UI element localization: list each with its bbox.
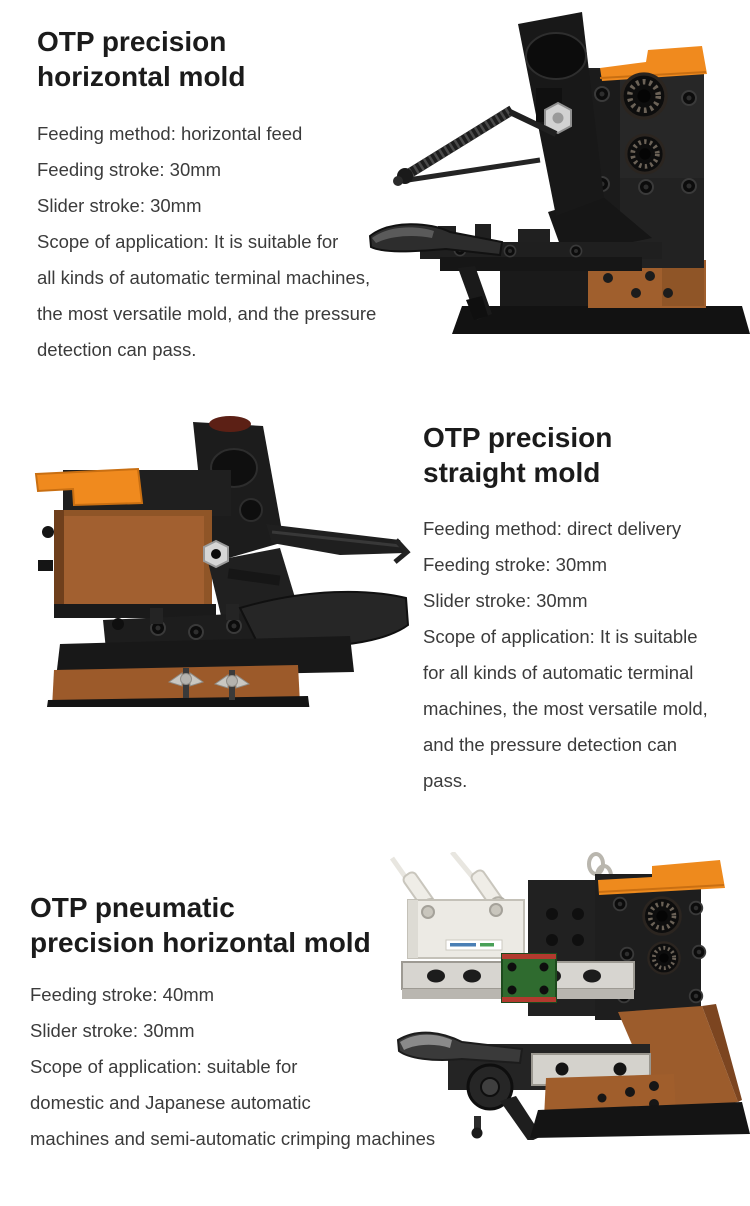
product-2-text [423, 420, 741, 799]
spec-scope-line: pass. [423, 770, 468, 791]
product-3-photo [390, 852, 750, 1140]
spec-scope [423, 619, 741, 799]
product-1-specs [37, 116, 389, 368]
spec-scope-line: all kinds of automatic terminal machines, [37, 267, 371, 288]
spec-slider-stroke: Slider stroke: 30mm [37, 195, 202, 216]
spec-scope [37, 224, 389, 368]
product-2-title [423, 420, 741, 490]
product-1-title-line1: OTP precision [37, 26, 227, 57]
spec-scope-line: Scope of application: suitable for [30, 1056, 298, 1077]
product-2-photo [8, 412, 430, 707]
product-3-title-line1: OTP pneumatic [30, 892, 235, 923]
spec-feeding-method: Feeding method: horizontal feed [37, 123, 303, 144]
spec-scope-line: the most versatile mold, and the pressure [37, 303, 377, 324]
horizontal-mold-photo-illustration [350, 10, 750, 342]
product-2-title-line1: OTP precision [423, 422, 613, 453]
pneumatic-mold-photo-illustration [390, 852, 750, 1140]
product-1-photo [350, 10, 750, 342]
spec-scope-line: and the pressure detection can [423, 734, 678, 755]
spec-scope-line: machines and semi-automatic crimping machines [30, 1128, 436, 1149]
spec-slider-stroke: Slider stroke: 30mm [423, 590, 588, 611]
spec-slider-stroke: Slider stroke: 30mm [30, 1020, 195, 1041]
spec-feeding-stroke: Feeding stroke: 30mm [37, 159, 222, 180]
spec-feeding-method: Feeding method: direct delivery [423, 518, 682, 539]
product-1-text [37, 24, 389, 368]
spec-scope-line: domestic and Japanese automatic [30, 1092, 311, 1113]
product-2-specs [423, 511, 741, 799]
spec-scope-line: for all kinds of automatic terminal [423, 662, 694, 683]
spec-feeding-stroke: Feeding stroke: 40mm [30, 984, 215, 1005]
product-1-title-line2: horizontal mold [37, 61, 246, 92]
product-1-title [37, 24, 389, 94]
product-2-title-line2: straight mold [423, 457, 601, 488]
spec-scope-line: detection can pass. [37, 339, 197, 360]
straight-mold-photo-illustration [8, 412, 430, 707]
spec-scope-line: Scope of application: It is suitable [423, 626, 698, 647]
spec-scope-line: machines, the most versatile mold, [423, 698, 708, 719]
spec-feeding-stroke: Feeding stroke: 30mm [423, 554, 608, 575]
spec-scope-line: Scope of application: It is suitable for [37, 231, 339, 252]
product-3-title-line2: precision horizontal mold [30, 927, 371, 958]
